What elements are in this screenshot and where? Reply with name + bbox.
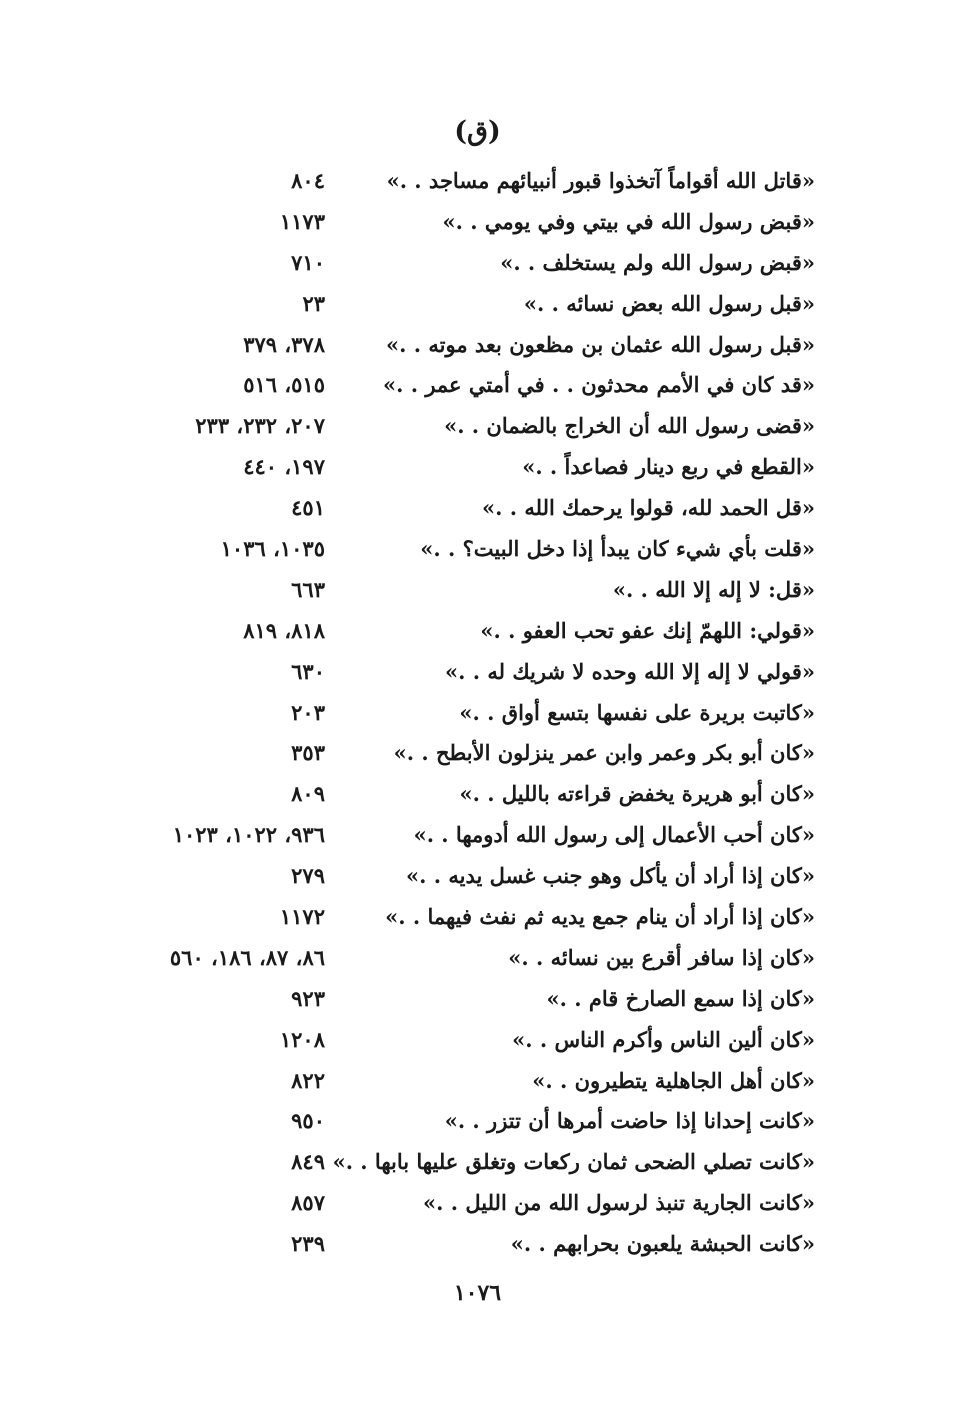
hadith-reference-numbers: ٨٦، ٨٧، ١٨٦، ٥٦٠ [169, 944, 325, 970]
index-entry [0, 1064, 955, 1105]
hadith-incipit: «كان إذا سمع الصارخ قام . .» [546, 985, 815, 1011]
hadith-reference-numbers: ٨٥٧ [291, 1190, 325, 1216]
index-entry [0, 1186, 955, 1227]
index-entry [0, 900, 955, 941]
index-entry [0, 1023, 955, 1064]
index-entry [0, 450, 955, 491]
index-entry [0, 736, 955, 777]
hadith-reference-numbers: ٥١٥، ٥١٦ [243, 372, 325, 398]
index-entry [0, 1227, 955, 1268]
index-entry [0, 287, 955, 328]
hadith-incipit: «قبض رسول الله ولم يستخلف . .» [500, 249, 815, 275]
hadith-incipit: «قضى رسول الله أن الخراج بالضمان . .» [444, 413, 815, 439]
hadith-incipit: «كان أبو هريرة يخفض قراءته بالليل . .» [459, 781, 815, 807]
hadith-reference-numbers: ٩٣٦، ١٠٢٢، ١٠٢٣ [172, 822, 325, 848]
index-entry [0, 614, 955, 655]
index-entry [0, 941, 955, 982]
hadith-incipit: «كان أحب الأعمال إلى رسول الله أدومها . .» [413, 822, 815, 848]
hadith-reference-numbers: ٩٥٠ [291, 1108, 325, 1134]
hadith-reference-numbers: ١٩٧، ٤٤٠ [243, 454, 325, 480]
hadith-incipit: «كاتبت بريرة على نفسها بتسع أواق . .» [459, 699, 815, 725]
hadith-incipit: «قل الحمد لله، قولوا يرحمك الله . .» [482, 495, 815, 521]
hadith-incipit: «القطع في ربع دينار فصاعداً . .» [522, 454, 815, 480]
index-entry [0, 777, 955, 818]
hadith-reference-numbers: ١١٧٢ [279, 904, 325, 930]
section-letter-heading: (ق) [454, 116, 501, 147]
hadith-index-list [0, 164, 955, 1268]
hadith-reference-numbers: ٣٥٣ [291, 740, 325, 766]
index-entry [0, 655, 955, 696]
hadith-reference-numbers: ٦٣٠ [291, 658, 325, 684]
hadith-reference-numbers: ٢٠٣ [291, 699, 325, 725]
hadith-incipit: «كان أهل الجاهلية يتطيرون . .» [532, 1067, 815, 1093]
hadith-reference-numbers: ٢٠٧، ٢٣٢، ٢٣٣ [195, 413, 325, 439]
index-entry [0, 1145, 955, 1186]
hadith-incipit: «قبل رسول الله بعض نسائه . .» [523, 290, 815, 316]
index-entry [0, 368, 955, 409]
hadith-reference-numbers: ٧١٠ [291, 249, 325, 275]
index-entry [0, 532, 955, 573]
hadith-reference-numbers: ١١٧٣ [279, 208, 325, 234]
hadith-incipit: «كان أبو بكر وعمر وابن عمر ينزلون الأبطح . .» [393, 740, 815, 766]
index-entry [0, 859, 955, 900]
index-entry [0, 1104, 955, 1145]
index-entry [0, 409, 955, 450]
index-entry [0, 573, 955, 614]
index-entry [0, 164, 955, 205]
index-entry [0, 246, 955, 287]
hadith-incipit: «كان إذا سافر أقرع بين نسائه . .» [508, 944, 815, 970]
index-entry [0, 982, 955, 1023]
index-entry [0, 205, 955, 246]
hadith-reference-numbers: ١٢٠٨ [279, 1026, 325, 1052]
index-entry [0, 818, 955, 859]
index-entry [0, 696, 955, 737]
hadith-reference-numbers: ٣٧٨، ٣٧٩ [243, 331, 325, 357]
hadith-reference-numbers: ٤٥١ [291, 495, 325, 521]
index-entry [0, 328, 955, 369]
hadith-reference-numbers: ٨٠٤ [291, 168, 325, 193]
hadith-reference-numbers: ٨١٨، ٨١٩ [243, 617, 325, 643]
hadith-reference-numbers: ٢٧٩ [291, 863, 325, 889]
hadith-reference-numbers: ٢٣ [302, 290, 325, 316]
hadith-incipit: «قد كان في الأمم محدثون . . في أمتي عمر . .» [382, 372, 815, 398]
hadith-incipit: «كانت الحبشة يلعبون بحرابهم . .» [510, 1231, 815, 1257]
hadith-incipit: «قل: لا إله إلا الله . .» [612, 576, 815, 602]
hadith-reference-numbers: ٢٣٩ [291, 1231, 325, 1257]
hadith-incipit: «كان ألين الناس وأكرم الناس . .» [512, 1026, 815, 1052]
hadith-incipit: «كانت الجارية تنبذ لرسول الله من الليل . .» [423, 1190, 815, 1216]
hadith-incipit: «قاتل الله أقواماً آتخذوا قبور أنبيائهم مساجد . .» [386, 168, 815, 193]
hadith-reference-numbers: ٨٤٩ [291, 1149, 325, 1175]
hadith-reference-numbers: ٩٢٣ [291, 985, 325, 1011]
hadith-incipit: «قبض رسول الله في بيتي وفي يومي . .» [442, 208, 815, 234]
hadith-incipit: «كان إذا أراد أن ينام جمع يديه ثم نفث فيهما . .» [385, 904, 815, 930]
hadith-reference-numbers: ٦٦٣ [291, 576, 325, 602]
hadith-incipit: «كانت تصلي الضحى ثمان ركعات وتغلق عليها بابها . .» [332, 1149, 815, 1175]
hadith-reference-numbers: ٨٢٢ [291, 1067, 325, 1093]
page-number: ١٠٧٦ [453, 1280, 502, 1306]
hadith-incipit: «قلت بأي شيء كان يبدأ إذا دخل البيت؟ . .» [420, 536, 815, 562]
hadith-incipit: «قولي لا إله إلا الله وحده لا شريك له . .» [444, 658, 815, 684]
hadith-incipit: «قبل رسول الله عثمان بن مظعون بعد موته . .» [386, 331, 815, 357]
hadith-incipit: «كان إذا أراد أن يأكل وهو جنب غسل يديه . .» [406, 863, 815, 889]
hadith-reference-numbers: ٨٠٩ [291, 781, 325, 807]
hadith-incipit: «قولي: اللهمّ إنك عفو تحب العفو . .» [480, 617, 815, 643]
hadith-reference-numbers: ١٠٣٥، ١٠٣٦ [220, 536, 325, 562]
index-entry [0, 491, 955, 532]
hadith-incipit: «كانت إحدانا إذا حاضت أمرها أن تتزر . .» [444, 1108, 815, 1134]
